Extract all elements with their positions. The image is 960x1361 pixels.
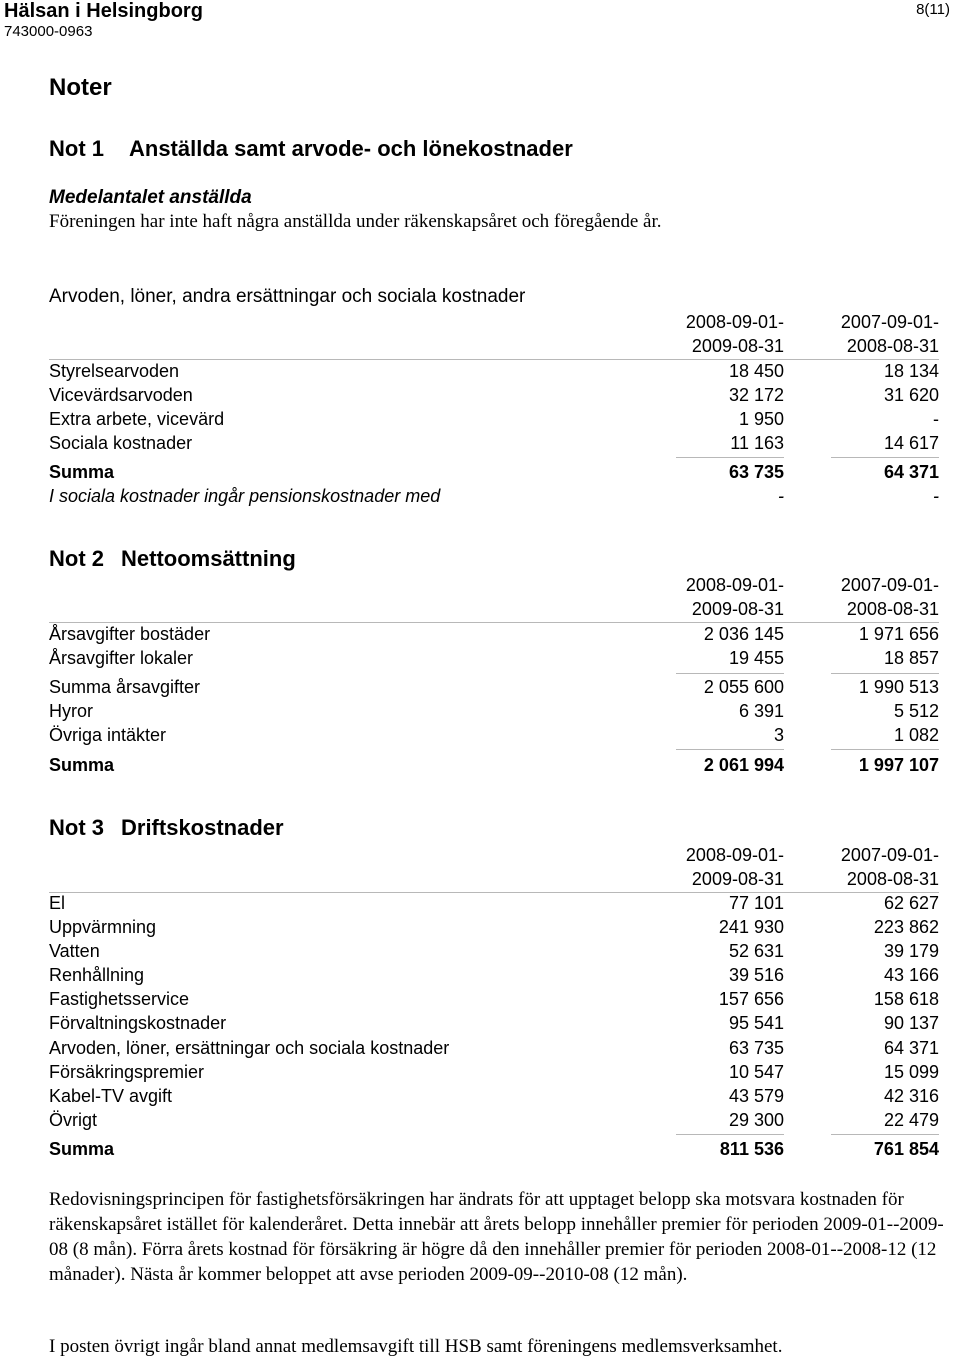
- note3-sum-rule-col1: [676, 1134, 784, 1135]
- table-row-value-previous: 14 617: [883, 433, 939, 453]
- note3-col2-period-end: 2008-08-31: [846, 869, 939, 889]
- table-row-label: Extra arbete, vicevärd: [49, 409, 225, 429]
- table-row-value-previous: 64 371: [883, 1038, 939, 1058]
- table-row-value-previous: 31 620: [883, 385, 939, 405]
- table-row-value-previous: 42 316: [883, 1086, 939, 1106]
- table-row-value-current: 157 656: [718, 989, 784, 1009]
- note1-title: Anställda samt arvode- och lönekostnader: [129, 136, 573, 161]
- organization-number: 743000-0963: [4, 23, 93, 40]
- total-row-label: Summa: [49, 1139, 115, 1159]
- note2-col2-period-start: 2007-09-01-: [840, 575, 939, 595]
- table-row-value-current: 3: [773, 725, 784, 745]
- note3-heading: [49, 815, 284, 841]
- table-row-value-current: 1 950: [738, 409, 784, 429]
- table-row-value-previous: 90 137: [883, 1013, 939, 1033]
- table-row-label: Styrelsearvoden: [49, 361, 180, 381]
- table-row-value-previous: 1 082: [893, 725, 939, 745]
- table-row-value-previous: 18 134: [883, 361, 939, 381]
- note1-sum-rule-col2: [831, 457, 939, 458]
- note2-sum-rule-col2: [831, 749, 939, 750]
- subtotal-row-label: Summa årsavgifter: [49, 677, 201, 697]
- table-row-label: Sociala kostnader: [49, 433, 193, 453]
- table-row-label: Övrigt: [49, 1110, 98, 1130]
- table-row-value-current: 32 172: [728, 385, 784, 405]
- subtotal-row-value-previous: 1 990 513: [858, 677, 939, 697]
- table-row-label: Kabel-TV avgift: [49, 1086, 173, 1106]
- note1-heading: [49, 136, 573, 162]
- other-costs-note: I posten övrigt ingår bland annat medlemsavgift till HSB samt föreningens medlemsverksamhet.: [49, 1336, 783, 1357]
- total-row-label: Summa: [49, 462, 115, 482]
- pension-row-value-previous: -: [933, 486, 939, 506]
- note2-sum-rule-col1: [676, 749, 784, 750]
- table-row-value-current: 18 450: [728, 361, 784, 381]
- table-row-label: Vicevärdsarvoden: [49, 385, 193, 405]
- note3-col2-period-start: 2007-09-01-: [840, 845, 939, 865]
- note2-subtotal-rule-col1: [676, 673, 784, 674]
- note3-title: Driftskostnader: [121, 815, 284, 840]
- note3-col1-period-start: 2008-09-01-: [685, 845, 784, 865]
- table-row-value-previous: 15 099: [883, 1062, 939, 1082]
- total-row-value-previous: 761 854: [873, 1139, 939, 1159]
- note2-number: Not 2: [49, 546, 104, 571]
- note3-col1-period-end: 2009-08-31: [691, 869, 784, 889]
- table-row-label: Förvaltningskostnader: [49, 1013, 227, 1033]
- table-row-value-current: 2 036 145: [703, 624, 784, 644]
- subtotal-row-value-current: 2 055 600: [703, 677, 784, 697]
- table-row-value-previous: 62 627: [883, 893, 939, 913]
- table-row-value-current: 19 455: [728, 648, 784, 668]
- note2-col2-period-end: 2008-08-31: [846, 599, 939, 619]
- table-row-value-current: 52 631: [728, 941, 784, 961]
- note1-col2-period-start: 2007-09-01-: [840, 312, 939, 332]
- note3-sum-rule-col2: [831, 1134, 939, 1135]
- insurance-accounting-note: Redovisningsprincipen för fastighetsförsäkringen har ändrats för att upptaget belopp ska motsvara kostnaden för räkenskapsåret istället för kalenderåret. Detta innebär att årets belopp innehåller premier för perioden 2009-01--2009-08 (8 mån). Förra årets kostnad för försäkring är högre då den innehåller premier för perioden 2008-01--2008-12 (12 månader). Nästa år kommer beloppet att avse perioden 2009-09--2010-08 (12 mån).: [49, 1189, 944, 1285]
- table-row-label: Försäkringspremier: [49, 1062, 205, 1082]
- organization-name: Hälsan i Helsingborg: [4, 0, 203, 22]
- table-row-value-previous: 223 862: [873, 917, 939, 937]
- page-heading: Noter: [49, 74, 112, 101]
- table-row-value-current: 39 516: [728, 965, 784, 985]
- table-row-label: Övriga intäkter: [49, 725, 167, 745]
- table-row-value-current: 10 547: [728, 1062, 784, 1082]
- table-row-value-previous: 39 179: [883, 941, 939, 961]
- note1-col1-period-start: 2008-09-01-: [685, 312, 784, 332]
- table-row-value-previous: 18 857: [883, 648, 939, 668]
- note1-subtext: Föreningen har inte haft några anställda under räkenskapsåret och föregående år.: [49, 211, 662, 232]
- note2-header-rule: [49, 622, 939, 623]
- note2-title: Nettoomsättning: [121, 546, 296, 571]
- table-row-value-current: 43 579: [728, 1086, 784, 1106]
- table-row-label: Renhållning: [49, 965, 145, 985]
- table-row-label: El: [49, 893, 66, 913]
- table-row-label: Årsavgifter bostäder: [49, 624, 211, 644]
- note3-number: Not 3: [49, 815, 104, 840]
- table-row-value-previous: -: [933, 409, 939, 429]
- table-row-value-previous: 43 166: [883, 965, 939, 985]
- table-row-value-previous: 5 512: [893, 701, 939, 721]
- table-row-label: Vatten: [49, 941, 100, 961]
- note1-header-rule: [49, 359, 939, 360]
- table-row-label: Uppvärmning: [49, 917, 157, 937]
- total-row-value-current: 2 061 994: [703, 755, 784, 775]
- table-row-label: Hyror: [49, 701, 93, 721]
- pension-row-value-current: -: [778, 486, 784, 506]
- table-row-label: Arvoden, löner, ersättningar och sociala kostnader: [49, 1038, 450, 1058]
- page-number: 8(11): [916, 1, 950, 18]
- note2-col1-period-start: 2008-09-01-: [685, 575, 784, 595]
- table-row-value-current: 11 163: [730, 433, 784, 453]
- total-row-value-previous: 1 997 107: [858, 755, 939, 775]
- table-row-value-current: 6 391: [738, 701, 784, 721]
- table-row-value-previous: 158 618: [873, 989, 939, 1009]
- table-row-value-previous: 1 971 656: [858, 624, 939, 644]
- note1-sum-rule-col1: [676, 457, 784, 458]
- table-row-value-previous: 22 479: [883, 1110, 939, 1130]
- table-row-label: Årsavgifter lokaler: [49, 648, 194, 668]
- note2-col1-period-end: 2009-08-31: [691, 599, 784, 619]
- note1-section-heading: Arvoden, löner, andra ersättningar och sociala kostnader: [49, 286, 526, 307]
- table-row-value-current: 63 735: [728, 1038, 784, 1058]
- table-row-value-current: 29 300: [728, 1110, 784, 1130]
- total-row-value-current: 811 536: [719, 1139, 784, 1159]
- note2-heading: [49, 546, 296, 572]
- table-row-value-current: 241 930: [718, 917, 784, 937]
- note2-subtotal-rule-col2: [831, 673, 939, 674]
- table-row-value-current: 77 101: [728, 893, 784, 913]
- total-row-value-current: 63 735: [728, 462, 784, 482]
- note1-number: Not 1: [49, 136, 104, 161]
- total-row-label: Summa: [49, 755, 115, 775]
- note3-header-rule: [49, 892, 939, 893]
- table-row-value-current: 95 541: [728, 1013, 784, 1033]
- note1-col2-period-end: 2008-08-31: [846, 336, 939, 356]
- table-row-label: Fastighetsservice: [49, 989, 190, 1009]
- total-row-value-previous: 64 371: [883, 462, 939, 482]
- pension-row-label: I sociala kostnader ingår pensionskostnader med: [49, 486, 441, 506]
- note1-col1-period-end: 2009-08-31: [691, 336, 784, 356]
- note1-subheading: Medelantalet anställda: [49, 187, 252, 208]
